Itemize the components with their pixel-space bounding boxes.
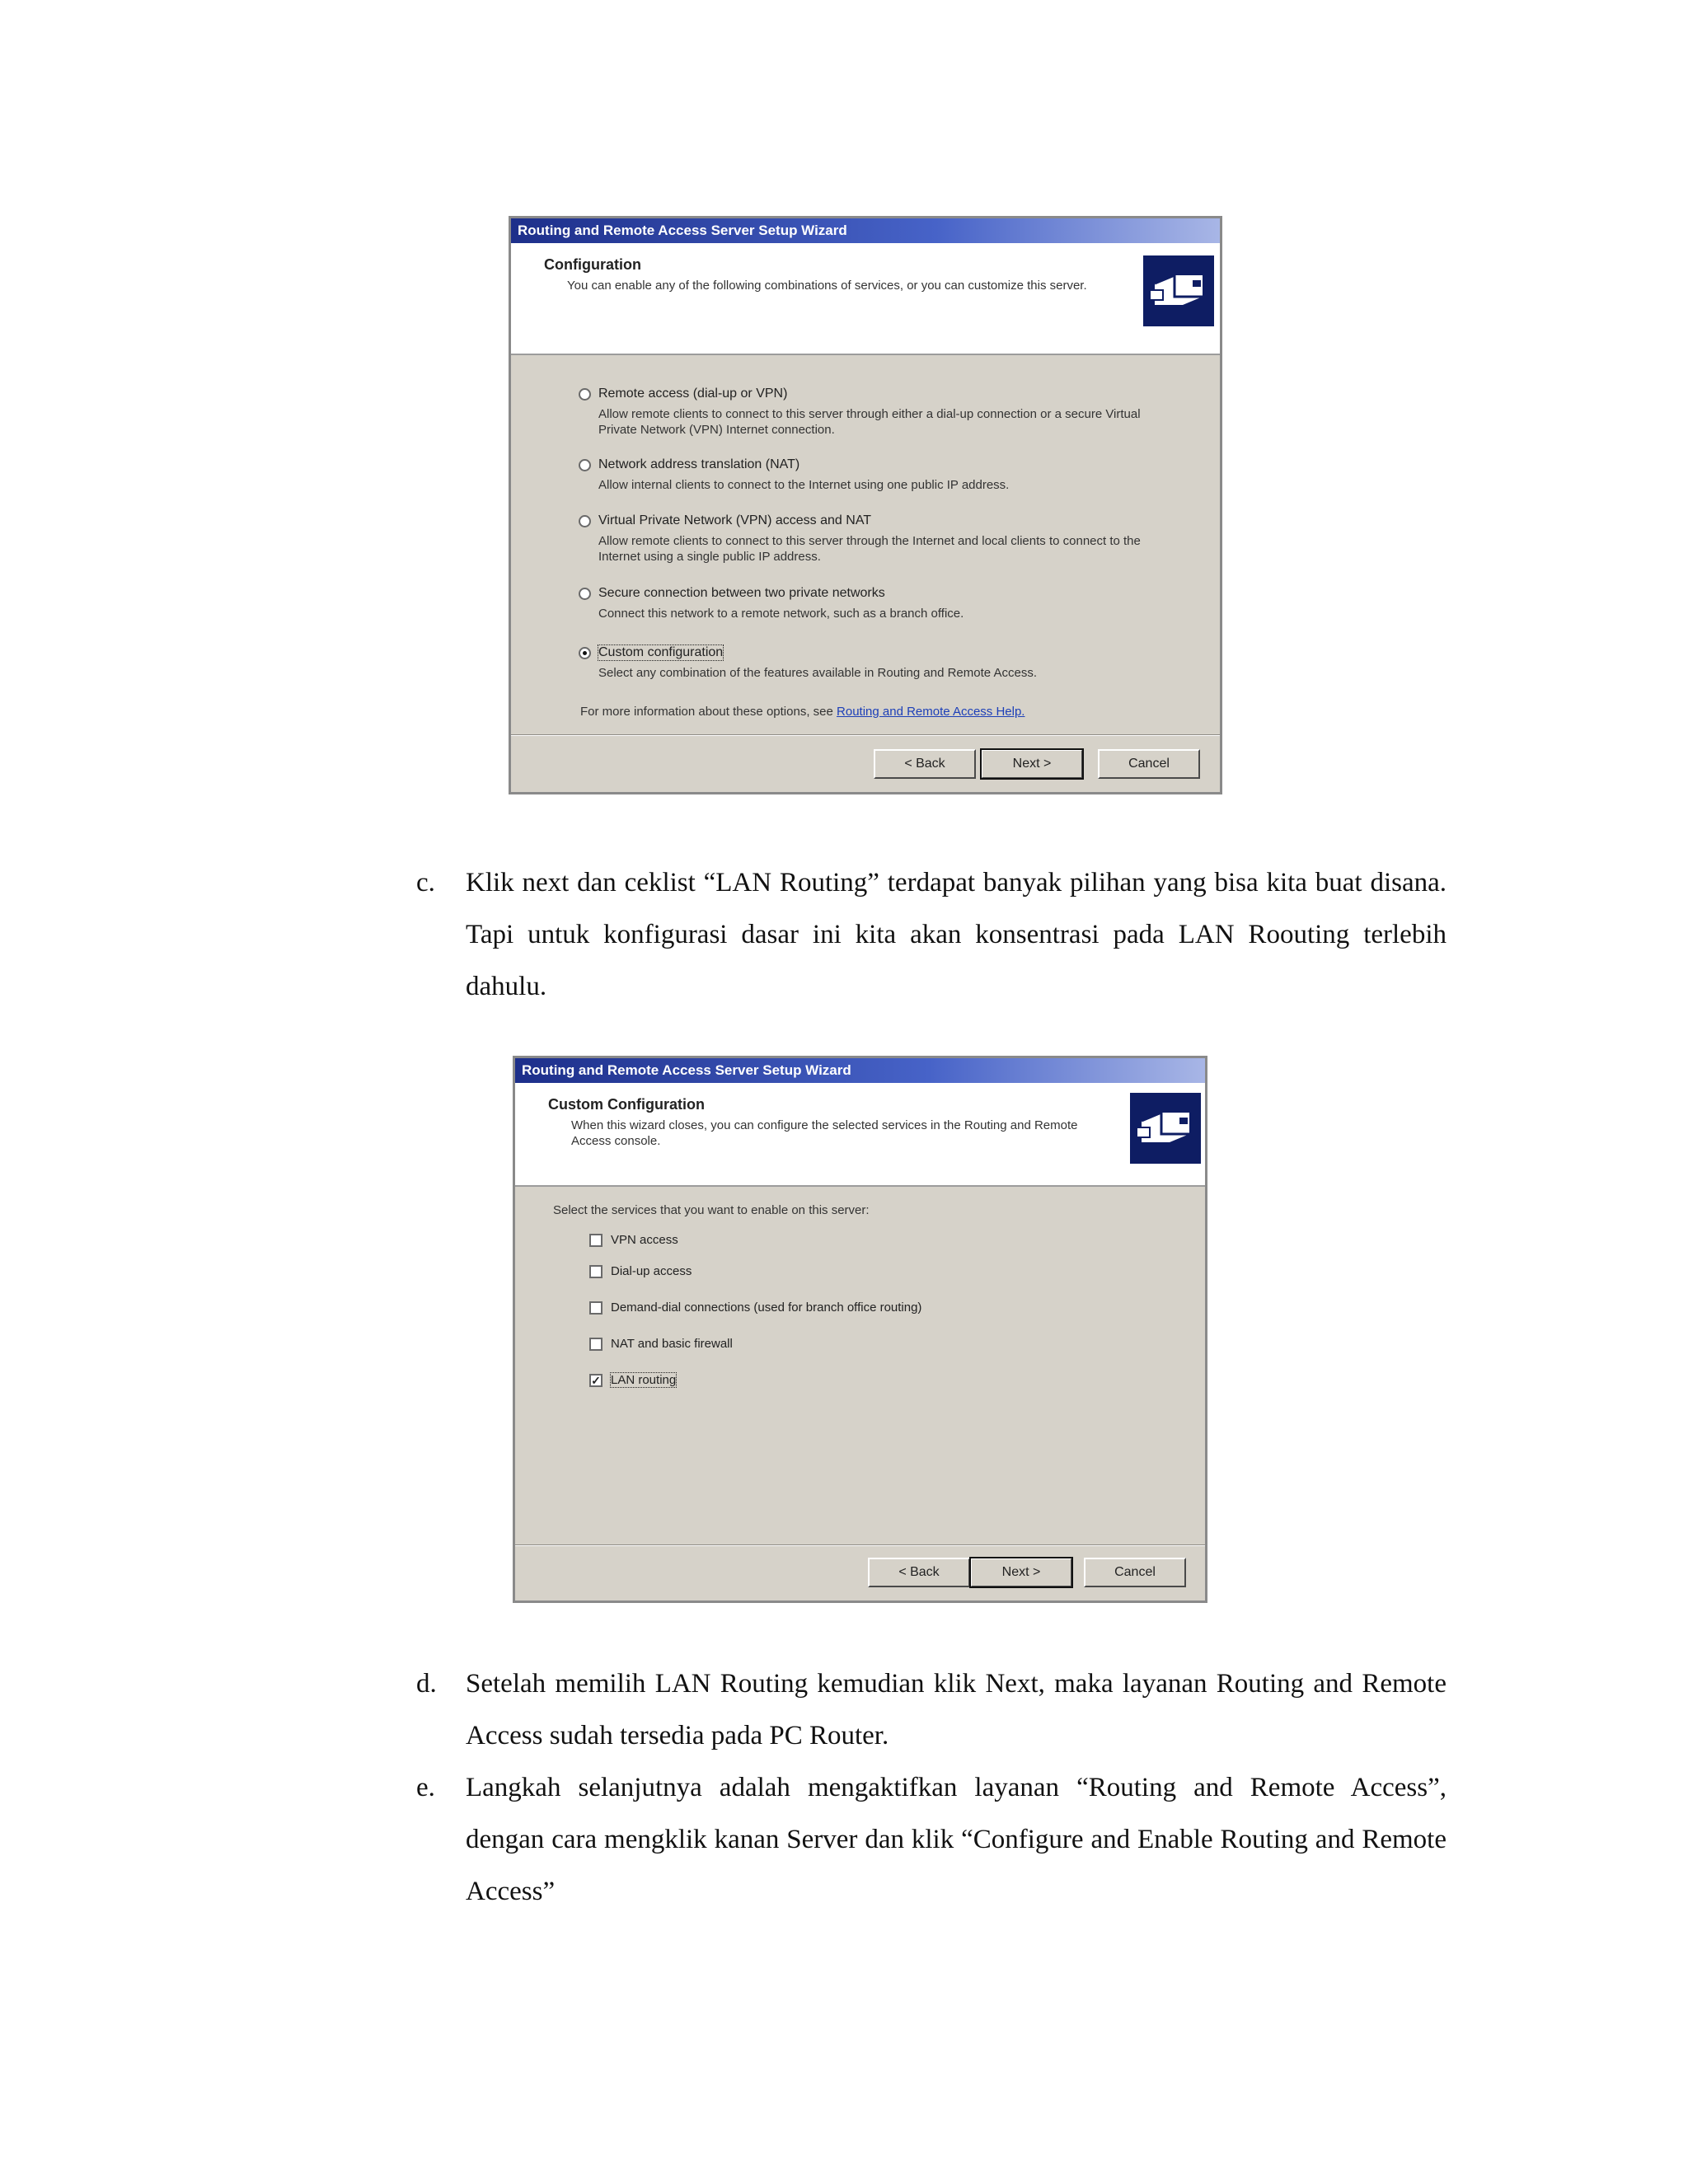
option-description: Select any combination of the features available in Routing and Remote Access. [598,666,1037,680]
wizard-custom-configuration-dialog [513,1056,1207,1603]
header-title: Configuration [544,256,641,273]
more-info-label: For more information about these options, see [580,705,833,719]
option-label: Custom configuration [598,645,724,659]
checkbox-label: VPN access [611,1233,678,1247]
list-marker: c. [416,868,435,898]
wizard-configuration-dialog [509,216,1222,794]
back-button[interactable]: < Back [868,1558,970,1587]
checkbox-label: Dial-up access [611,1264,692,1278]
list-marker: e. [416,1773,435,1802]
dialog-title-bar: Routing and Remote Access Server Setup Wizard [511,218,1220,243]
list-item-e [416,1762,1447,1918]
option-label: Network address translation (NAT) [598,457,800,471]
network-wizard-icon [1143,255,1214,326]
checkbox[interactable] [589,1265,603,1278]
option-description: Allow remote clients to connect to this server through the Internet and local clients to connect to the Internet using a single public IP address. [598,534,1141,564]
next-button[interactable]: Next > [970,1558,1072,1587]
option-label: Secure connection between two private networks [598,586,885,600]
cancel-button[interactable]: Cancel [1098,749,1200,779]
more-info-text [580,705,1025,719]
radio-button[interactable] [579,388,591,401]
radio-button[interactable] [579,515,591,527]
next-button[interactable]: Next > [981,749,1083,779]
help-link[interactable]: Routing and Remote Access Help. [837,705,1025,719]
list-item-c [416,857,1447,1013]
dialog-body [515,1187,1205,1602]
network-wizard-icon [1130,1093,1201,1164]
list-item-d [416,1658,1447,1762]
checkbox-label: LAN routing [611,1373,677,1387]
option-label: Virtual Private Network (VPN) access and NAT [598,513,872,527]
radio-button[interactable] [579,588,591,600]
header-title: Custom Configuration [548,1096,705,1113]
option-description: Allow remote clients to connect to this server through either a dial-up connection or a secure Virtual Private Network (VPN) Internet connection. [598,407,1141,437]
back-button[interactable]: < Back [874,749,976,779]
header-subtitle: You can enable any of the following combinations of services, or you can customize this server. [567,279,1087,293]
checkbox[interactable] [589,1338,603,1351]
dialog-body [511,355,1220,794]
radio-button-selected[interactable] [579,647,591,659]
dialog-header [515,1083,1205,1187]
list-marker: d. [416,1669,437,1699]
footer-separator [515,1544,1205,1546]
checkbox[interactable] [589,1301,603,1315]
option-label: Remote access (dial-up or VPN) [598,387,788,401]
cancel-button[interactable]: Cancel [1084,1558,1186,1587]
check-mark-icon: ✓ [591,1374,601,1387]
checkbox[interactable] [589,1234,603,1247]
checkbox-label: Demand-dial connections (used for branch office routing) [611,1301,922,1315]
list-item-text: Langkah selanjutnya adalah mengaktifkan layanan “Routing and Remote Access”, dengan cara mengklik kanan Server dan klik “Configure and Enable Routing and Remote Access” [466,1773,1447,1906]
services-prompt: Select the services that you want to enable on this server: [553,1203,870,1217]
dialog-header [511,243,1220,355]
checkbox-checked[interactable] [589,1374,603,1387]
checkbox-label: NAT and basic firewall [611,1337,733,1351]
list-item-text: Setelah memilih LAN Routing kemudian klik Next, maka layanan Routing and Remote Access sudah tersedia pada PC Router. [466,1669,1447,1750]
dialog-title-bar: Routing and Remote Access Server Setup Wizard [515,1058,1205,1083]
list-item-text: Klik next dan ceklist “LAN Routing” terdapat banyak pilihan yang bisa kita buat disana. Tapi untuk konfigurasi dasar ini kita akan konsentrasi pada LAN Roouting terlebih dahulu. [466,868,1447,1001]
option-description: Connect this network to a remote network, such as a branch office. [598,607,964,621]
radio-button[interactable] [579,459,591,471]
header-subtitle: When this wizard closes, you can configure the selected services in the Routing and Remote Access console. [571,1118,1078,1148]
footer-separator [511,734,1220,736]
option-description: Allow internal clients to connect to the Internet using one public IP address. [598,478,1010,492]
